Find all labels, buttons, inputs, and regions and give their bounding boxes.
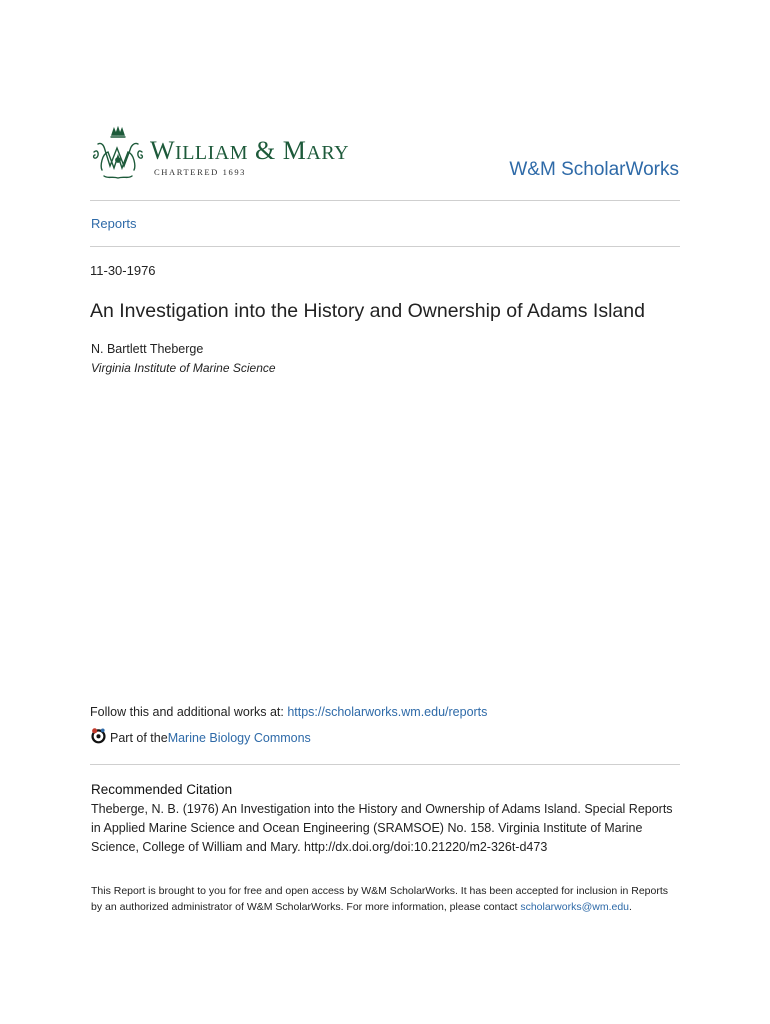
- logo-ampersand: &: [255, 136, 276, 165]
- logo-initial-m: M: [282, 136, 307, 165]
- follow-label: Follow this and additional works at:: [90, 705, 288, 719]
- logo-wordmark: [150, 136, 349, 166]
- author-affiliation: Virginia Institute of Marine Science: [91, 361, 276, 375]
- part-of-label: Part of the: [110, 730, 168, 745]
- open-access-end: .: [629, 900, 632, 913]
- logo-rest-illiam: ILLIAM: [175, 142, 249, 164]
- logo-rest-ary: ARY: [306, 142, 350, 164]
- header-divider: [90, 200, 680, 201]
- repository-name-link[interactable]: W&M ScholarWorks: [509, 159, 679, 180]
- follow-url-link[interactable]: https://scholarworks.wm.edu/reports: [287, 705, 488, 719]
- publication-date: 11-30-1976: [90, 263, 156, 278]
- citation-text: Theberge, N. B. (1976) An Investigation into the History and Ownership of Adams Island. Special Reports in Applied Marine Science and Ocean Engineering (SRAMSOE) No. 158. Virginia Institute of Marine Science, College of William and Mary. http://dx.doi.org/doi:10.21220/m2-326t-d473: [91, 802, 673, 854]
- digital-commons-network-icon: [90, 727, 107, 744]
- logo-chartered-text: CHARTERED 1693: [154, 167, 247, 177]
- logo-initial-w: W: [150, 136, 176, 165]
- open-access-note: [91, 884, 681, 915]
- marine-biology-commons-link[interactable]: Marine Biology Commons: [167, 730, 311, 745]
- william-and-mary-logo: [90, 126, 365, 182]
- open-access-text: This Report is brought to you for free and open access by W&M ScholarWorks. It has been accepted for inclusion in Reports by an authorized administrator of W&M ScholarWorks. For more information, please contact: [91, 885, 669, 913]
- collection-divider: [90, 246, 680, 247]
- citation-divider: [90, 764, 680, 765]
- part-of-line: [90, 729, 311, 746]
- collection-link[interactable]: Reports: [91, 216, 137, 231]
- document-title: An Investigation into the History and Ownership of Adams Island: [90, 300, 645, 322]
- follow-line: [90, 705, 487, 719]
- author-name: N. Bartlett Theberge: [91, 342, 204, 356]
- cypher-crest-icon: [90, 126, 146, 182]
- contact-email-link[interactable]: scholarworks@wm.edu: [520, 900, 630, 913]
- citation-heading: Recommended Citation: [91, 782, 233, 797]
